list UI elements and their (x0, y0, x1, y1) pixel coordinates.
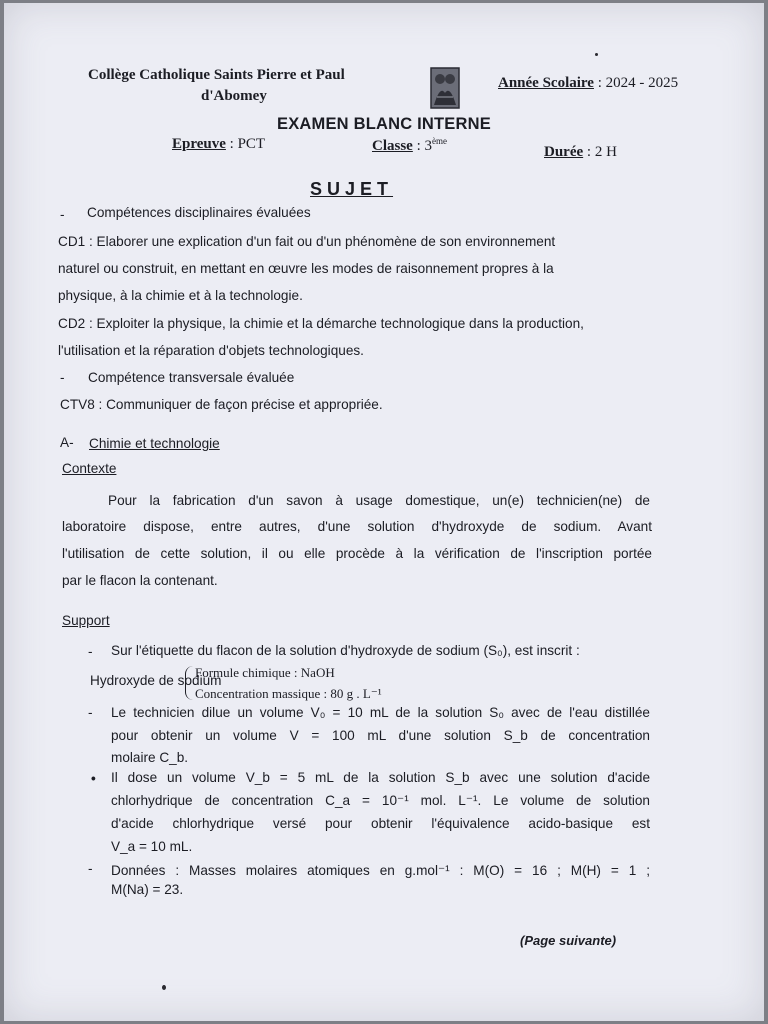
exam-title: EXAMEN BLANC INTERNE (277, 115, 491, 133)
duree-field (544, 144, 617, 161)
support-item-1-concentration: Concentration massique : 80 g . L⁻¹ (195, 686, 382, 701)
school-name-line2: d'Abomey (201, 88, 267, 104)
support-label: Support (62, 613, 110, 628)
support-item-4-line-1: Données : Masses molaires atomiques en g.mol⁻¹ : M(O) = 16 ; M(H) = 1 ; (111, 863, 650, 878)
support-item-3-line-3: d'acide chlorhydrique versé pour obtenir l'équivalence acido-basique est (111, 816, 650, 831)
duree-label: Durée (544, 144, 584, 160)
next-page-note: (Page suivante) (520, 933, 617, 948)
classe-superscript: ème (432, 136, 448, 146)
competences-bullet: - (60, 207, 65, 222)
classe-label: Classe (372, 138, 413, 154)
school-name (88, 65, 345, 107)
section-a-prefix: A- (60, 435, 74, 450)
school-name-line1: Collège Catholique Saints Pierre et Paul (88, 67, 345, 83)
support-item-1-formula: Formule chimique : NaOH (195, 665, 335, 680)
support-item-3-line-1: Il dose un volume V_b = 5 mL de la solution S_b avec une solution d'acide (111, 770, 650, 785)
epreuve-label: Epreuve (172, 136, 226, 152)
epreuve-field (172, 136, 265, 153)
support-bullet-4: - (88, 861, 93, 876)
contexte-line-1: Pour la fabrication d'un savon à usage domestique, un(e) technicien(ne) de (108, 493, 650, 508)
support-item-3-line-4: V_a = 10 mL. (111, 839, 193, 854)
school-year-label: Année Scolaire (498, 75, 594, 91)
support-item-2-line-1: Le technicien dilue un volume V₀ = 10 mL de la solution S₀ avec de l'eau distillée (111, 705, 650, 720)
support-item-2-line-3: molaire C_b. (111, 750, 189, 765)
transversale-bullet: - (60, 370, 65, 385)
support-item-4-line-2: M(Na) = 23. (111, 882, 184, 897)
paper-mark (595, 53, 598, 56)
support-bullet-1: - (88, 644, 93, 659)
contexte-line-4: par le flacon la contenant. (62, 573, 218, 588)
cd2-line-2: l'utilisation et la réparation d'objets technologiques. (58, 343, 364, 358)
paper-mark (162, 985, 166, 990)
support-item-3-line-2: chlorhydrique de concentration C_a = 10⁻¹ mol. L⁻¹. Le volume de solution (111, 793, 650, 808)
contexte-line-3: l'utilisation de cette solution, il ou elle procède à la vérification de l'inscription portée (62, 546, 652, 561)
contexte-label: Contexte (62, 461, 117, 476)
cd2-line-1: CD2 : Exploiter la physique, la chimie et la démarche technologique dans la production, (58, 316, 584, 331)
epreuve-value: : PCT (229, 136, 266, 152)
duree-value: : 2 H (586, 144, 617, 160)
school-emblem-icon (430, 67, 460, 109)
section-a-title: Chimie et technologie (89, 436, 220, 451)
support-bullet-3: • (91, 771, 96, 786)
transversale-heading: Compétence transversale évaluée (88, 370, 295, 385)
classe-field (372, 136, 447, 155)
contexte-line-2: laboratoire dispose, entre autres, d'une solution d'hydroxyde de sodium. Avant (62, 519, 652, 534)
competences-heading: Compétences disciplinaires évaluées (87, 205, 311, 220)
support-item-1-prefix: Hydroxyde de sodium (90, 673, 222, 688)
support-item-2-line-2: pour obtenir un volume V = 100 mL d'une solution S_b de concentration (111, 728, 650, 743)
cd1-line-1: CD1 : Elaborer une explication d'un fait ou d'un phénomène de son environnement (58, 234, 556, 249)
ctv8-line: CTV8 : Communiquer de façon précise et appropriée. (60, 397, 383, 412)
classe-value: : 3 (416, 138, 433, 154)
support-item-1-line-1: Sur l'étiquette du flacon de la solution d'hydroxyde de sodium (S₀), est inscrit : (111, 643, 580, 658)
cd1-line-3: physique, à la chimie et à la technologie. (58, 288, 303, 303)
support-bullet-2: - (88, 705, 93, 720)
exam-page (4, 3, 764, 1021)
school-year (498, 75, 678, 92)
curly-brace-icon (185, 666, 194, 700)
cd1-line-2: naturel ou construit, en mettant en œuvre les modes de raisonnement propres à la (58, 261, 554, 276)
sujet-heading: SUJET (310, 179, 394, 199)
school-year-value: : 2024 - 2025 (597, 75, 679, 91)
